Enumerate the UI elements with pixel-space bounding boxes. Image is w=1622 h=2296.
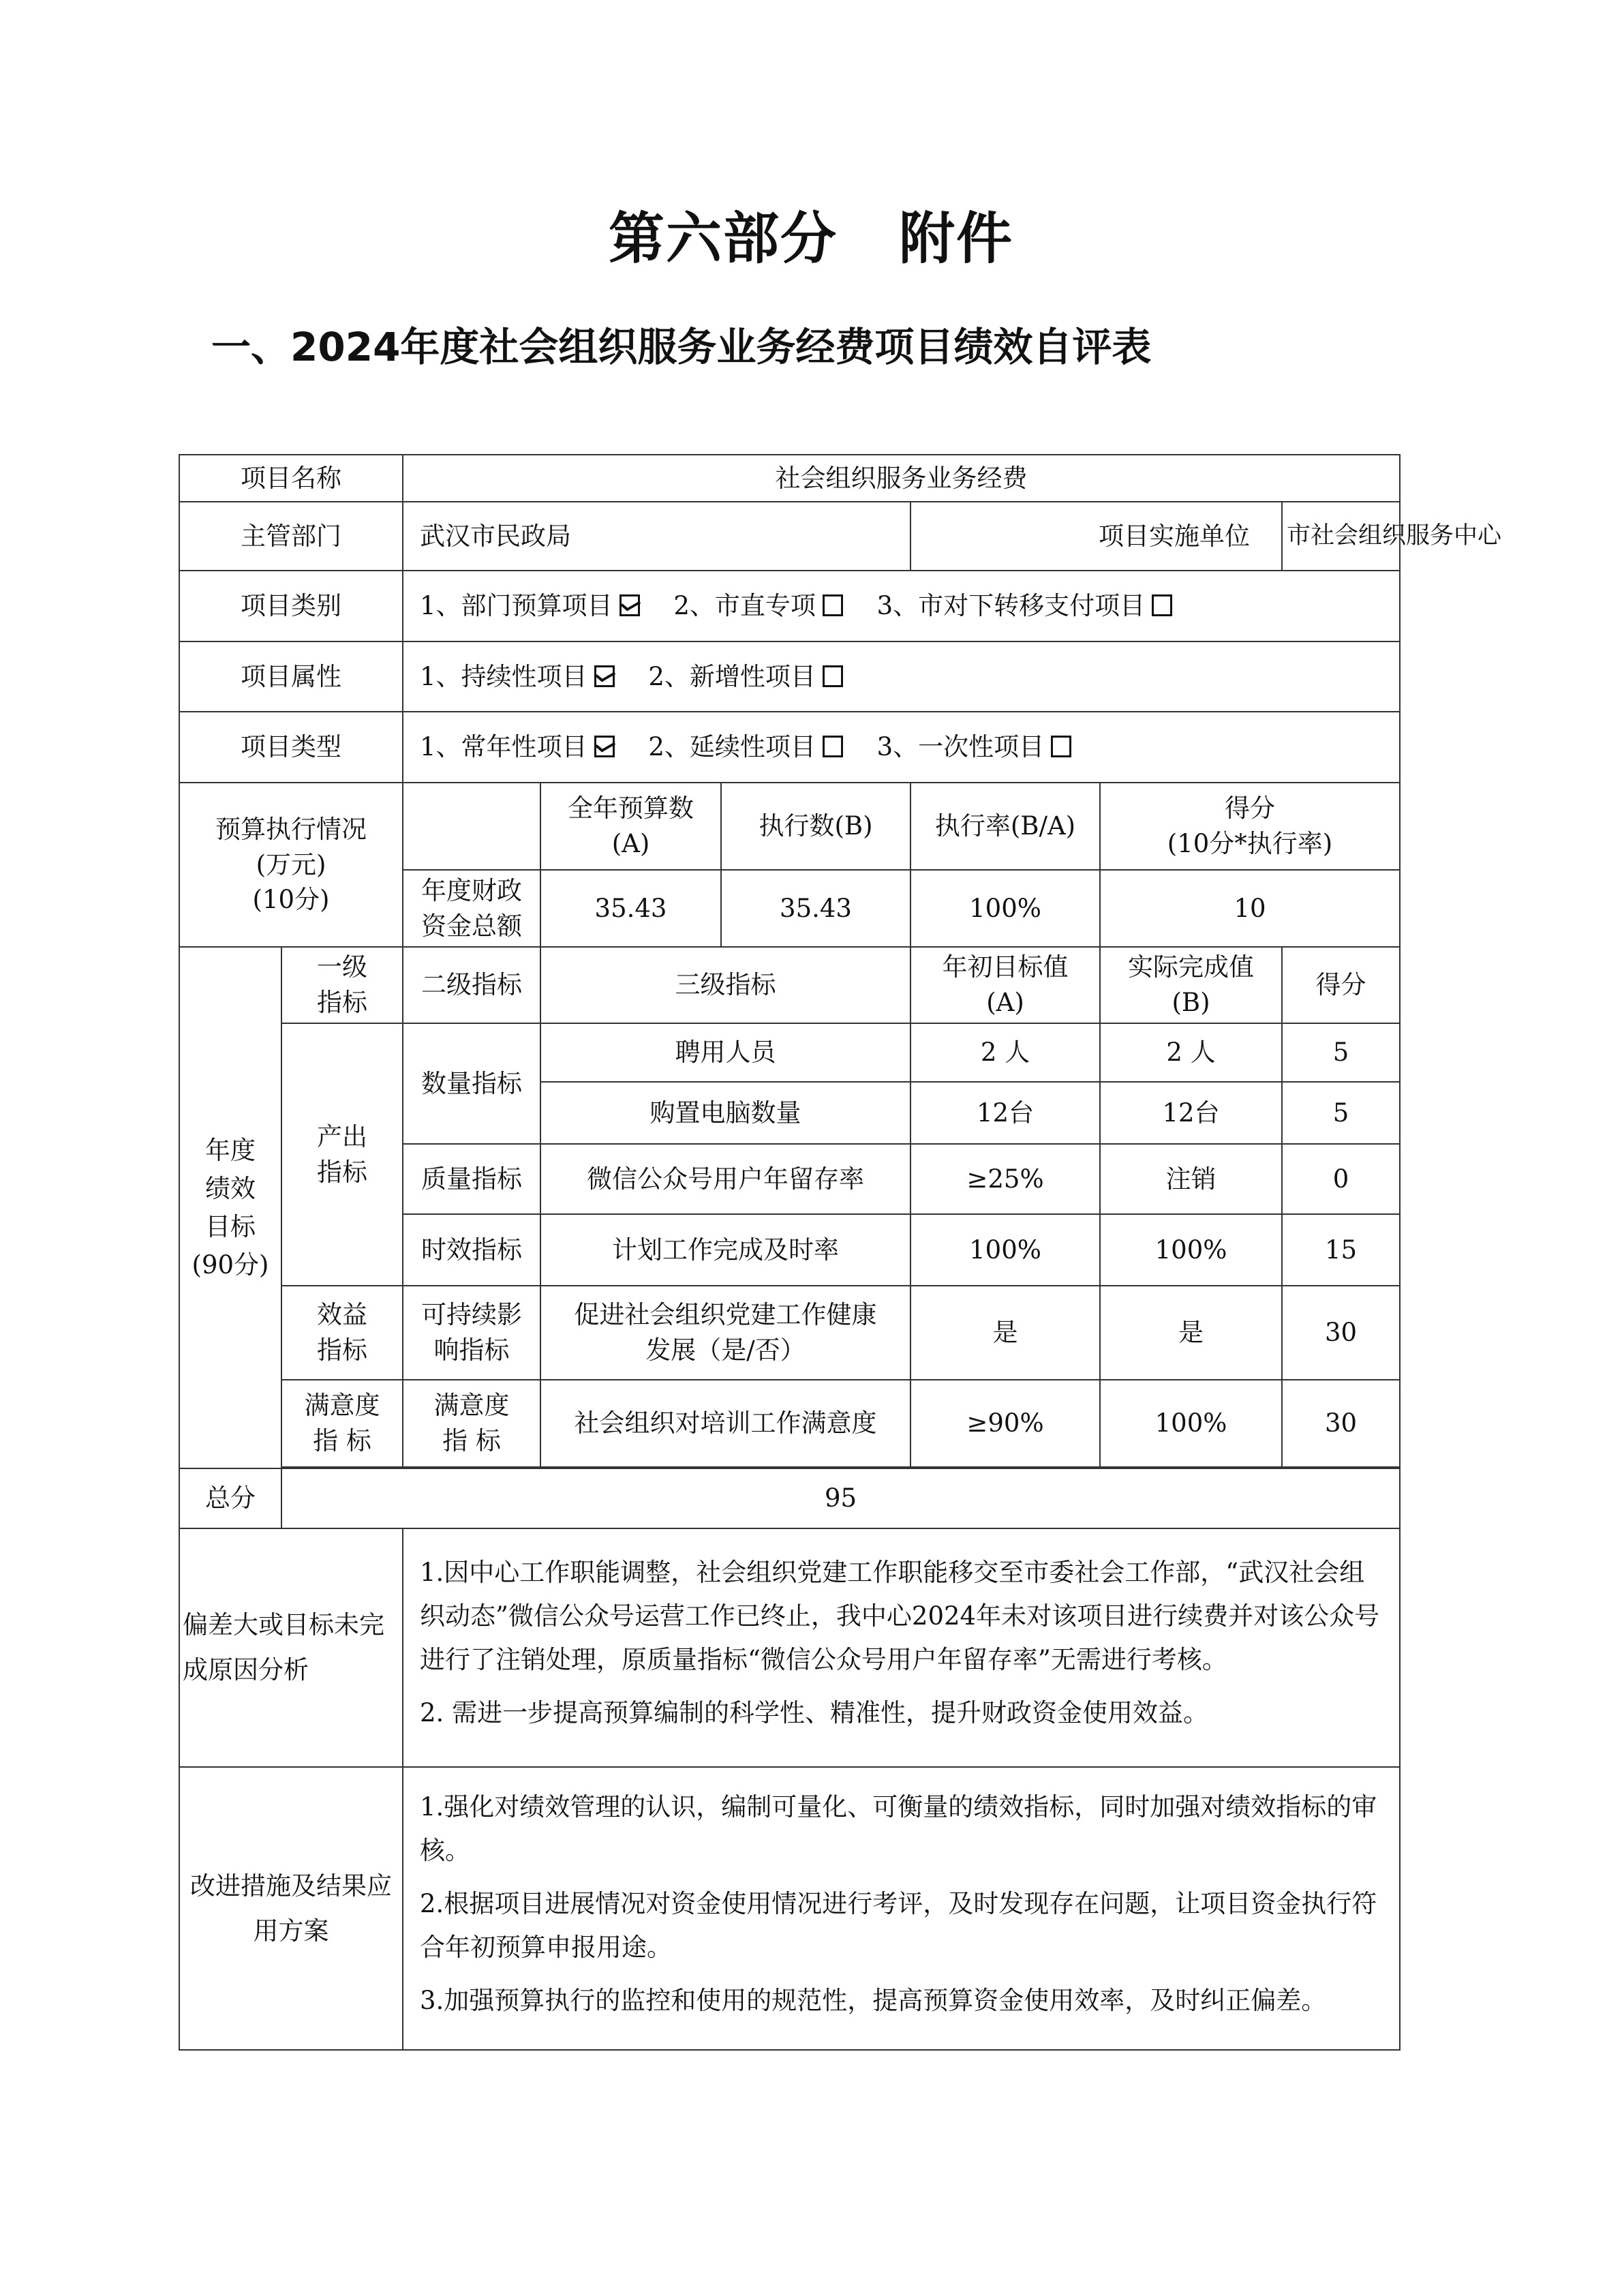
improvement-label: 改进措施及结果应用方案 — [179, 1767, 403, 2050]
target-cell: 2 人 — [911, 1023, 1100, 1082]
row-improvement — [179, 1767, 1400, 2050]
header-level1: 一级指标 — [281, 947, 403, 1023]
actual-cell: 12台 — [1100, 1082, 1282, 1144]
score-cell: 15 — [1282, 1214, 1400, 1286]
header-annual-budget: 全年预算数(A) — [540, 783, 721, 870]
score-cell: 30 — [1282, 1286, 1400, 1380]
level3-cell: 计划工作完成及时率 — [540, 1214, 911, 1286]
score-cell: 0 — [1282, 1144, 1400, 1214]
improvement-paragraph: 2.根据项目进展情况对资金使用情况进行考评，及时发现存在问题，让项目资金执行符合年初预算申报用途。 — [420, 1888, 1377, 1962]
level2-cell: 可持续影响指标 — [403, 1286, 540, 1380]
actual-cell: 2 人 — [1100, 1023, 1282, 1082]
score-cell: 5 — [1282, 1082, 1400, 1144]
checked-box-icon[interactable] — [594, 665, 615, 687]
level2-cell: 时效指标 — [403, 1214, 540, 1286]
row-budget-header — [179, 783, 1400, 870]
budget-row-label: 年度财政资金总额 — [403, 870, 540, 947]
budget-header-blank — [403, 783, 540, 870]
deviation-paragraph: 1.因中心工作职能调整，社会组织党建工作职能移交至市委社会工作部，“武汉社会组织动态”微信公众号运营工作已终止，我中心2024年未对该项目进行续费并对该公众号进行了注销处理，原质量指标“微信公众号用户年留存率”无需进行考核。 — [420, 1558, 1380, 1674]
type-option-one-time[interactable]: 3、一次性项目 — [877, 732, 1079, 761]
category-option-dept-budget[interactable]: 1、部门预算项目 — [420, 591, 647, 620]
level1-cell: 满意度指 标 — [281, 1380, 403, 1467]
total-value: 95 — [281, 1468, 1400, 1528]
attribute-options — [403, 641, 1400, 712]
attribute-label: 项目属性 — [179, 641, 403, 712]
rate-value: 100% — [911, 870, 1100, 947]
improvement-paragraph: 3.加强预算执行的监控和使用的规范性，提高预算资金使用效率，及时纠正偏差。 — [420, 1985, 1327, 2015]
deviation-label: 偏差大或目标未完成原因分析 — [179, 1528, 403, 1767]
project-name-label: 项目名称 — [179, 455, 403, 502]
header-level3: 三级指标 — [540, 947, 911, 1023]
budget-label: 预算执行情况 (万元) (10分) — [179, 783, 403, 947]
score-cell: 30 — [1282, 1380, 1400, 1467]
part-title-appendix: 附件 — [899, 207, 1014, 271]
project-name-value: 社会组织服务业务经费 — [403, 455, 1400, 502]
actual-cell: 100% — [1100, 1380, 1282, 1467]
level1-cell: 效益指标 — [281, 1286, 403, 1380]
improvement-paragraph: 1.强化对绩效管理的认识，编制可量化、可衡量的绩效指标，同时加强对绩效指标的审核。 — [420, 1792, 1377, 1865]
row-attribute — [179, 641, 1400, 712]
level3-cell: 微信公众号用户年留存率 — [540, 1144, 911, 1214]
attribute-option-new[interactable]: 2、新增性项目 — [648, 662, 850, 691]
category-option-city-special[interactable]: 2、市直专项 — [673, 591, 850, 620]
type-option-extended[interactable]: 2、延续性项目 — [648, 732, 850, 761]
level2-cell: 质量指标 — [403, 1144, 540, 1214]
target-cell: ≥90% — [911, 1380, 1100, 1467]
category-label: 项目类别 — [179, 571, 403, 641]
unit-label — [911, 502, 1282, 571]
row-total — [179, 1468, 1400, 1528]
level2-cell: 满意度指 标 — [403, 1380, 540, 1467]
annual-budget-value: 35.43 — [540, 870, 721, 947]
deviation-paragraph: 2. 需进一步提高预算编制的科学性、精准性，提升财政资金使用效益。 — [420, 1698, 1209, 1727]
table-row — [179, 1286, 1400, 1380]
checkbox-icon[interactable] — [823, 665, 843, 687]
unit-label-text: 项目实施单位 — [1099, 521, 1250, 551]
checkbox-icon[interactable] — [1152, 594, 1172, 616]
type-label: 项目类型 — [179, 712, 403, 783]
checkbox-icon[interactable] — [1051, 736, 1071, 757]
level3-cell: 社会组织对培训工作满意度 — [540, 1380, 911, 1467]
header-budget-score: 得分 (10分*执行率) — [1100, 783, 1400, 870]
type-option-annual[interactable]: 1、常年性项目 — [420, 732, 622, 761]
performance-group-label: 年度 绩效 目标 (90分) — [179, 947, 281, 1468]
actual-cell: 注销 — [1100, 1144, 1282, 1214]
improvement-content — [403, 1767, 1400, 2050]
checked-box-icon[interactable] — [594, 736, 615, 757]
target-cell: 12台 — [911, 1082, 1100, 1144]
actual-cell: 是 — [1100, 1286, 1282, 1380]
level3-cell: 促进社会组织党建工作健康发展（是/否） — [540, 1286, 911, 1380]
header-rate: 执行率(B/A) — [911, 783, 1100, 870]
row-category — [179, 571, 1400, 641]
category-options — [403, 571, 1400, 641]
part-title-main: 第六部分 — [608, 207, 838, 271]
budget-score-value: 10 — [1100, 870, 1400, 947]
checkbox-icon[interactable] — [823, 736, 843, 757]
target-cell: 100% — [911, 1214, 1100, 1286]
header-actual: 实际完成值(B) — [1100, 947, 1282, 1023]
row-deviation — [179, 1528, 1400, 1767]
header-executed: 执行数(B) — [721, 783, 911, 870]
row-project-name — [179, 455, 1400, 502]
executed-value: 35.43 — [721, 870, 911, 947]
table-row — [179, 1380, 1400, 1467]
total-label: 总分 — [179, 1468, 281, 1528]
checkbox-icon[interactable] — [823, 594, 843, 616]
dept-value: 武汉市民政局 — [403, 502, 911, 571]
row-performance-header — [179, 947, 1400, 1023]
target-cell: ≥25% — [911, 1144, 1100, 1214]
quantity-indicator-label: 数量指标 — [403, 1023, 540, 1144]
attribute-option-continuing[interactable]: 1、持续性项目 — [420, 662, 622, 691]
table-row — [179, 1023, 1400, 1082]
checked-box-icon[interactable] — [619, 594, 640, 616]
actual-cell: 100% — [1100, 1214, 1282, 1286]
deviation-content — [403, 1528, 1400, 1767]
part-title — [0, 194, 1622, 274]
level3-cell: 聘用人员 — [540, 1023, 911, 1082]
header-level2: 二级指标 — [403, 947, 540, 1023]
performance-evaluation-table — [179, 454, 1502, 2051]
section-title: 一、2024年度社会组织服务业务经费项目绩效自评表 — [211, 324, 1152, 370]
output-indicator-label: 产出指标 — [281, 1023, 403, 1286]
header-target: 年初目标值(A) — [911, 947, 1100, 1023]
row-type — [179, 712, 1400, 783]
level3-cell: 购置电脑数量 — [540, 1082, 911, 1144]
score-cell: 5 — [1282, 1023, 1400, 1082]
unit-value: 市社会组织服务中心 — [1282, 502, 1400, 571]
target-cell: 是 — [911, 1286, 1100, 1380]
type-options — [403, 712, 1400, 783]
row-department — [179, 502, 1400, 571]
category-option-transfer[interactable]: 3、市对下转移支付项目 — [877, 591, 1180, 620]
dept-label: 主管部门 — [179, 502, 403, 571]
header-score: 得分 — [1282, 947, 1400, 1023]
